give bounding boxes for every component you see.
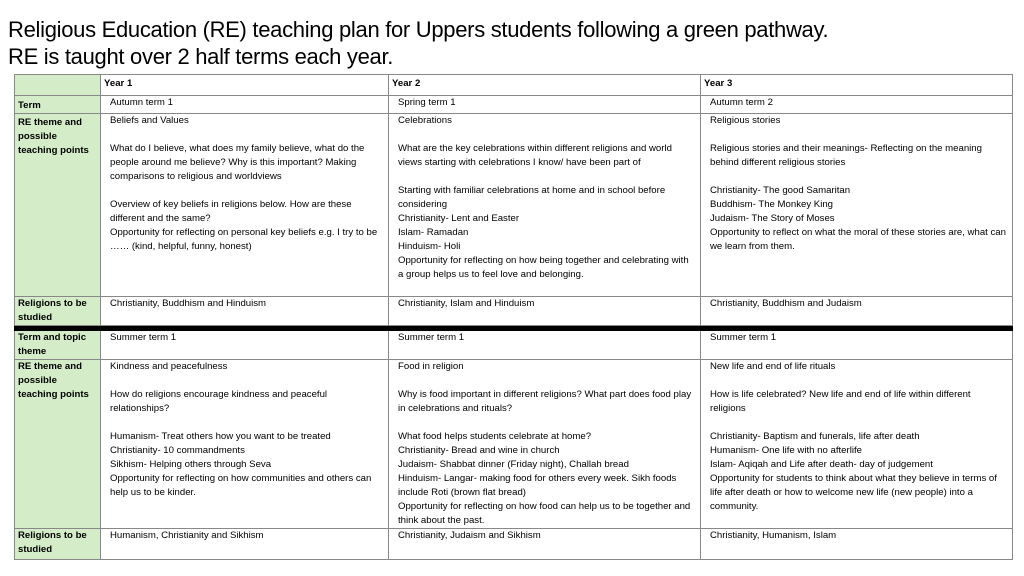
paragraph-line: What food helps students celebrate at home? xyxy=(398,431,592,442)
paragraph-line: Why is food important in different religions? What part does food play in celebrations and rituals? xyxy=(398,389,692,414)
religions-cell: Christianity, Islam and Hinduism xyxy=(389,297,701,326)
theme-paragraph xyxy=(710,142,1008,170)
paragraph-line: Hinduism- Langar- making food for others every week. Sikh foods include Roti (brown flat bread) xyxy=(398,473,677,498)
paragraph-line: Christianity- Bread and wine in church xyxy=(398,445,560,456)
row-label-religions: Religions to be studied xyxy=(15,297,101,326)
row-label-term: Term xyxy=(15,96,101,114)
paragraph-line: What do I believe, what does my family believe, what do the people around me believe? Why is this important? Making comparisons to religious and worldviews xyxy=(110,143,365,182)
paragraph-gap xyxy=(710,128,1008,142)
paragraph-gap xyxy=(398,374,696,388)
paragraph-line: Opportunity for reflecting on how communities and others can help us to be kinder. xyxy=(110,473,372,498)
paragraph-line: Opportunity to reflect on what the moral of these stories are, what can we learn from them. xyxy=(710,227,1006,252)
paragraph-gap xyxy=(710,374,1008,388)
paragraph-line: Religious stories and their meanings- Reflecting on the meaning behind different religious stories xyxy=(710,143,982,168)
paragraph-line: What are the key celebrations within different religions and world views starting with celebrations I know/ have been part of xyxy=(398,143,672,168)
header-year-2: Year 2 xyxy=(389,75,701,96)
term-cell: Autumn term 1 xyxy=(101,96,389,114)
header-year-3: Year 3 xyxy=(701,75,1013,96)
paragraph-line: Islam- Aqiqah and Life after death- day of judgement xyxy=(710,459,933,470)
theme-paragraph xyxy=(710,388,1008,416)
theme-paragraph xyxy=(710,184,1008,254)
row-label-religions: Religions to be studied xyxy=(15,529,101,560)
paragraph-gap xyxy=(398,128,696,142)
religions-row xyxy=(15,529,1013,560)
theme-title: Beliefs and Values xyxy=(110,115,189,126)
religions-cell: Christianity, Judaism and Sikhism xyxy=(389,529,701,560)
religions-cell: Christianity, Buddhism and Hinduism xyxy=(101,297,389,326)
religions-cell: Christianity, Humanism, Islam xyxy=(701,529,1013,560)
paragraph-line: Judaism- Shabbat dinner (Friday night), Challah bread xyxy=(398,459,629,470)
row-label-term-topic: Term and topic theme xyxy=(15,331,101,360)
theme-paragraph xyxy=(710,430,1008,514)
header-year-1: Year 1 xyxy=(101,75,389,96)
paragraph-line: Humanism- Treat others how you want to be treated xyxy=(110,431,331,442)
term-row xyxy=(15,96,1013,114)
theme-cell xyxy=(389,114,701,297)
paragraph-gap xyxy=(710,416,1008,430)
term-cell: Summer term 1 xyxy=(701,331,1013,360)
theme-title: Kindness and peacefulness xyxy=(110,361,228,372)
theme-row xyxy=(15,360,1013,529)
paragraph-gap xyxy=(110,416,384,430)
title-line-1: Religious Education (RE) teaching plan for Uppers students following a green pathway. xyxy=(8,17,829,42)
paragraph-line: Starting with familiar celebrations at home and in school before considering xyxy=(398,185,666,210)
paragraph-line: Judaism- The Story of Moses xyxy=(710,213,835,224)
paragraph-line: Overview of key beliefs in religions below. How are these different and the same? xyxy=(110,199,352,224)
theme-cell xyxy=(101,114,389,297)
page-title xyxy=(8,16,828,70)
paragraph-line: Islam- Ramadan xyxy=(398,227,469,238)
theme-cell xyxy=(701,114,1013,297)
theme-title: Food in religion xyxy=(398,361,464,372)
theme-paragraph xyxy=(398,184,696,282)
paragraph-line: Humanism- One life with no afterlife xyxy=(710,445,862,456)
paragraph-line: Christianity- Lent and Easter xyxy=(398,213,520,224)
term-cell: Spring term 1 xyxy=(389,96,701,114)
paragraph-gap xyxy=(110,184,384,198)
theme-paragraph xyxy=(398,388,696,416)
paragraph-gap xyxy=(110,374,384,388)
theme-title: Religious stories xyxy=(710,115,781,126)
theme-cell xyxy=(101,360,389,529)
paragraph-line: Opportunity for reflecting on how food can help us to be together and think about the past. xyxy=(398,501,691,526)
theme-cell xyxy=(389,360,701,529)
paragraph-gap xyxy=(710,170,1008,184)
paragraph-line: Opportunity for reflecting on personal key beliefs e.g. I try to be …… (kind, helpful, funny, honest) xyxy=(110,227,378,252)
paragraph-line: How do religions encourage kindness and peaceful relationships? xyxy=(110,389,328,414)
theme-paragraph xyxy=(110,142,384,184)
paragraph-gap xyxy=(398,416,696,430)
religions-cell: Christianity, Buddhism and Judaism xyxy=(701,297,1013,326)
row-label-theme: RE theme and possible teaching points xyxy=(15,114,101,297)
paragraph-line: Christianity- Baptism and funerals, life after death xyxy=(710,431,920,442)
theme-paragraph xyxy=(110,198,384,254)
religions-row xyxy=(15,297,1013,326)
theme-title: New life and end of life rituals xyxy=(710,361,836,372)
term-topic-row xyxy=(15,331,1013,360)
title-line-2: RE is taught over 2 half terms each year. xyxy=(8,44,394,69)
term-cell: Autumn term 2 xyxy=(701,96,1013,114)
paragraph-line: Opportunity for students to think about what they believe in terms of life after death or how to welcome new life (new people) into a community. xyxy=(710,473,997,512)
theme-paragraph xyxy=(110,388,384,416)
theme-paragraph xyxy=(110,430,384,500)
term-cell: Summer term 1 xyxy=(389,331,701,360)
theme-cell xyxy=(701,360,1013,529)
paragraph-gap xyxy=(398,170,696,184)
theme-row xyxy=(15,114,1013,297)
paragraph-line: Hinduism- Holi xyxy=(398,241,461,252)
theme-title: Celebrations xyxy=(398,115,452,126)
theme-paragraph xyxy=(398,430,696,528)
header-corner xyxy=(15,75,101,96)
paragraph-line: Christianity- 10 commandments xyxy=(110,445,245,456)
teaching-plan-table xyxy=(14,74,1013,560)
term-cell: Summer term 1 xyxy=(101,331,389,360)
header-row xyxy=(15,75,1013,96)
paragraph-line: Christianity- The good Samaritan xyxy=(710,185,851,196)
paragraph-line: Sikhism- Helping others through Seva xyxy=(110,459,272,470)
paragraph-gap xyxy=(110,128,384,142)
paragraph-line: How is life celebrated? New life and end of life within different religions xyxy=(710,389,971,414)
row-label-theme: RE theme and possible teaching points xyxy=(15,360,101,529)
paragraph-line: Opportunity for reflecting on how being together and celebrating with a group helps us to feel love and belonging. xyxy=(398,255,689,280)
religions-cell: Humanism, Christianity and Sikhism xyxy=(101,529,389,560)
paragraph-line: Buddhism- The Monkey King xyxy=(710,199,834,210)
theme-paragraph xyxy=(398,142,696,170)
